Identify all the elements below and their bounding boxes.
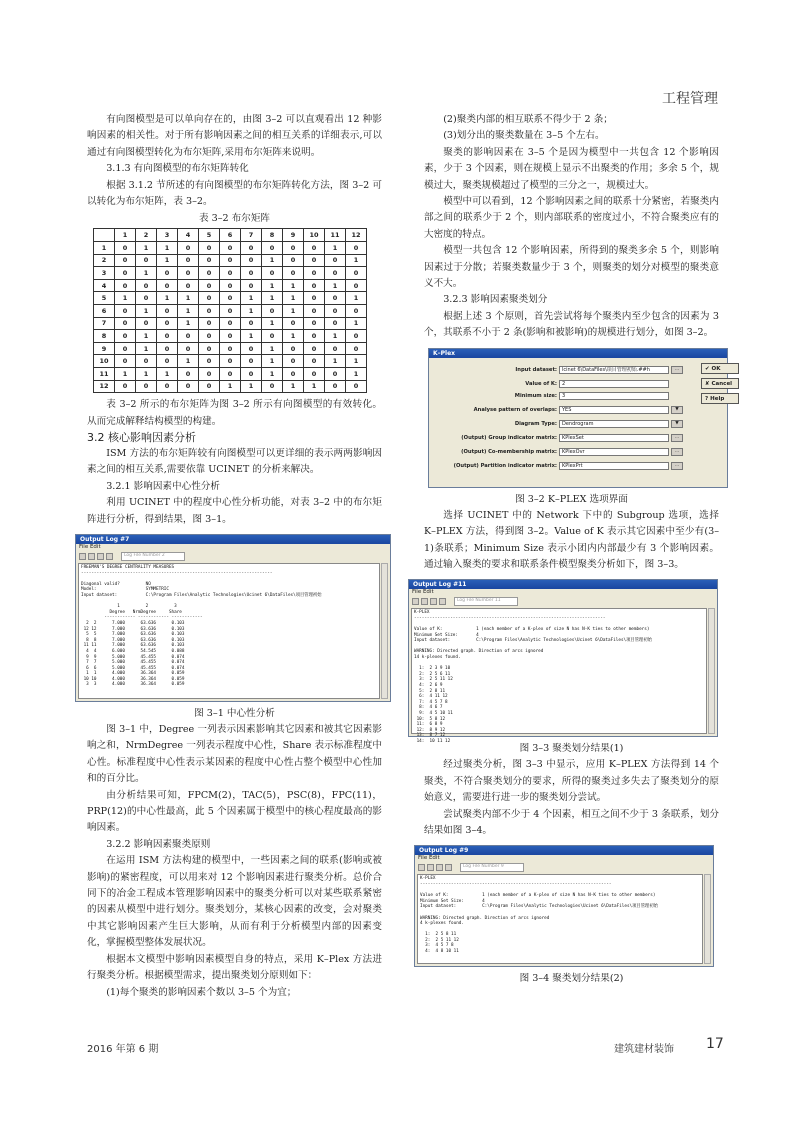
paragraph: 由分析结果可知，FPCM(2)，TAC(5)，PSC(8)，FPC(11)，PRP(12)的中心性最高，此 5 个因素属于模型中的核心程度最高的影响因素。	[87, 789, 382, 834]
column-header: 1	[115, 229, 136, 242]
table-cell: 1	[283, 380, 304, 393]
column-header: 7	[241, 229, 262, 242]
table-cell: 0	[241, 317, 262, 330]
table-cell: 0	[346, 279, 367, 292]
table-cell: 1	[178, 292, 199, 305]
table-row	[94, 267, 367, 280]
table-cell: 0	[136, 317, 157, 330]
table-row	[94, 317, 367, 330]
table-cell: 1	[157, 242, 178, 255]
figure-3-4-window	[414, 845, 714, 967]
table-cell: 1	[157, 254, 178, 267]
table-cell: 0	[262, 305, 283, 318]
table-caption: 表 3–2 布尔矩阵	[198, 213, 271, 225]
figure-3-1-window	[75, 534, 391, 702]
table-cell: 0	[220, 242, 241, 255]
column-header: 9	[283, 229, 304, 242]
table-cell: 1	[262, 317, 283, 330]
table-cell: 0	[304, 254, 325, 267]
table-cell: 1	[283, 279, 304, 292]
table-cell: 0	[157, 279, 178, 292]
column-header: 6	[220, 229, 241, 242]
field-label: Value of K:	[525, 380, 557, 387]
table-cell: 1	[262, 342, 283, 355]
table-cell: 1	[325, 279, 346, 292]
table-cell: 0	[220, 317, 241, 330]
field-input[interactable]: KPlexSet	[559, 434, 669, 442]
table-cell: 0	[220, 367, 241, 380]
figure-3-2-kplex-dialog	[428, 348, 733, 488]
column-header: 2	[136, 229, 157, 242]
open-icon[interactable]	[79, 553, 86, 560]
table-cell: 0	[304, 242, 325, 255]
table-cell: 1	[115, 367, 136, 380]
open-icon[interactable]	[412, 598, 419, 605]
field-input[interactable]: Dendrogram	[559, 420, 669, 428]
table-cell: 1	[262, 254, 283, 267]
open-icon[interactable]	[418, 864, 425, 871]
menu-bar[interactable]: File Edit	[418, 855, 440, 862]
form-row	[429, 391, 729, 401]
table-cell: 0	[115, 267, 136, 280]
table-cell: 0	[157, 317, 178, 330]
table-cell: 0	[115, 380, 136, 393]
table-cell: 0	[115, 242, 136, 255]
table-cell: 0	[220, 355, 241, 368]
scrollbar[interactable]	[381, 563, 388, 699]
table-row	[94, 279, 367, 292]
table-header-row	[94, 229, 367, 242]
table-cell: 0	[199, 279, 220, 292]
field-input[interactable]: lcinet 6\DataFiles\项目管理初始.##h	[559, 366, 669, 374]
table-cell: 0	[199, 305, 220, 318]
table-cell: 1	[346, 317, 367, 330]
table-cell: 0	[304, 279, 325, 292]
form-row	[429, 365, 729, 375]
chevron-down-icon[interactable]: ▼	[671, 406, 683, 414]
paragraph: 模型一共包含 12 个影响因素，所得到的聚类多余 5 个，则影响因素过于分散；若聚类数量少于 3 个，则聚类的划分对模型的聚类意义不大。	[424, 245, 719, 290]
row-header: 11	[94, 367, 115, 380]
form-row	[429, 405, 729, 415]
table-cell: 1	[262, 292, 283, 305]
log-output: K-PLEX -------------------------------------------------------------------------- Value of K: 1 (each member of a K-plex of size N has N-K ties to other members) Minimum Set Size: 4 Input dataset: C:\Program Files\Analytic Technologies\Ucinet 6\DataFiles\项目管理初始 WARNING: Directed graph. Direction of arcs ignored 14 k-plexes found. 1: 2 3 9 10 2: 2 5 6 11 3: 2 5 11 12 4: 2 6 9 5: 2 8 11 6: 4 11 12 7: 4 5 7 8 8: 4 6 7 9: 4 5 10 11 10: 5 8 12 11: 6 8 9 12: 8 9 12 13: 8 7 12 14: 10 11 12	[411, 608, 707, 734]
menu-bar[interactable]: File Edit	[412, 589, 434, 596]
table-cell: 0	[115, 342, 136, 355]
table-cell: 0	[178, 330, 199, 343]
row-header: 12	[94, 380, 115, 393]
row-header: 4	[94, 279, 115, 292]
footer-page-number: 17	[706, 1036, 724, 1052]
table-row	[94, 242, 367, 255]
row-header: 9	[94, 342, 115, 355]
paragraph: 选择 UCINET 中的 Network 下中的 Subgroup 选项，选择 K–PLEX 方法，得到图 3–2。Value of K 表示其它因素中至少有(3–1)条联系；Minimum Size 表示小团内内部最少有 3 个影响因素。通过输入聚类的要求和联系条件模型聚类分析如下，图 3–3。	[424, 509, 719, 570]
save-icon[interactable]	[421, 598, 428, 605]
table-cell: 0	[115, 355, 136, 368]
table-cell: 0	[220, 305, 241, 318]
subsection-heading: 3.2.1 影响因素中心性分析	[106, 480, 220, 492]
table-cell: 0	[241, 355, 262, 368]
table-cell: 1	[241, 380, 262, 393]
table-cell: 0	[325, 305, 346, 318]
paragraph: 根据 3.1.2 节所述的有向图模型的布尔矩阵转化方法，图 3–2 可以转化为布尔矩阵，表 3–2。	[87, 179, 382, 208]
table-cell: 0	[262, 330, 283, 343]
table-cell: 0	[325, 317, 346, 330]
form-row	[429, 461, 729, 471]
table-cell: 0	[220, 342, 241, 355]
log-output: FREEMAN'S DEGREE CENTRALITY MEASURES -------------------------------------------------------------------------- Diagonal valid? NO Model: SYMMETRIC Input dataset: C:\Program Files\Analytic Technologies\Ucinet 6\DataFiles\项目管理初始 1 2 3 Degree NrmDegree Share ------------ ------------ ------------ 2 2 7.000 63.636 0.103 12 12 7.000 63.636 0.103 5 5 7.000 63.636 0.103 8 8 7.000 63.636 0.103 11 11 7.000 63.636 0.103 4 4 6.000 54.545 0.088 9 9 5.000 45.455 0.074 7 7 5.000 45.455 0.074 6 6 5.000 45.455 0.074 1 1 4.000 36.364 0.059 10 10 4.000 36.364 0.059 3 3 4.000 36.364 0.059	[78, 563, 380, 699]
print-icon[interactable]	[97, 553, 104, 560]
field-label: (Output) Co-membership matrix:	[461, 448, 557, 455]
table-cell: 1	[136, 305, 157, 318]
table-cell: 0	[241, 254, 262, 267]
table-cell: 0	[115, 330, 136, 343]
table-cell: 0	[241, 367, 262, 380]
help-button[interactable]: ? Help	[701, 393, 739, 404]
toolbar	[415, 862, 713, 872]
section-heading: 3.2 核心影响因素分析	[87, 430, 196, 444]
figure-3-3-window	[408, 579, 718, 744]
table-cell: 0	[199, 330, 220, 343]
copy-icon[interactable]	[439, 598, 446, 605]
table-cell: 0	[283, 242, 304, 255]
paragraph: 根据本文模型中影响因素模型自身的特点，采用 K–Plex 方法进行聚类分析。根据模型需求，提出聚类划分原则如下：	[87, 953, 382, 982]
chevron-down-icon[interactable]: ▼	[671, 420, 683, 428]
table-cell: 0	[241, 342, 262, 355]
browse-icon[interactable]: …	[671, 366, 683, 374]
table-cell: 0	[178, 342, 199, 355]
table-cell: 0	[178, 279, 199, 292]
table-cell: 0	[325, 342, 346, 355]
save-icon[interactable]	[88, 553, 95, 560]
table-cell: 0	[283, 254, 304, 267]
table-row	[94, 254, 367, 267]
table-cell: 0	[241, 267, 262, 280]
table-cell: 0	[304, 342, 325, 355]
table-cell: 0	[241, 242, 262, 255]
paragraph: 根据上述 3 个原则，首先尝试将每个聚类内至少包含的因素为 3 个，其联系不小于 2 条(影响和被影响)的规模进行划分，如图 3–2。	[424, 310, 719, 339]
table-row	[94, 342, 367, 355]
subsection-heading: 3.2.2 影响因素聚类原则	[106, 838, 211, 850]
scrollbar[interactable]	[708, 608, 715, 734]
print-icon[interactable]	[436, 864, 443, 871]
table-cell: 1	[241, 305, 262, 318]
table-row	[94, 380, 367, 393]
log-name-field[interactable]: Log File Number 9	[460, 863, 524, 872]
table-cell: 1	[178, 355, 199, 368]
table-cell: 0	[325, 254, 346, 267]
table-cell: 0	[346, 380, 367, 393]
table-cell: 0	[346, 342, 367, 355]
table-cell: 0	[325, 292, 346, 305]
figure-caption: 图 3–2 K–PLEX 选项界面	[515, 493, 628, 505]
paragraph: 利用 UCINET 中的程度中心性分析功能，对表 3–2 中的布尔矩阵进行分析，得到结果，图 3–1。	[87, 497, 382, 525]
row-header: 8	[94, 330, 115, 343]
scrollbar[interactable]	[704, 874, 711, 964]
footer-issue: 2016 年第 6 期	[87, 1044, 159, 1055]
table-cell: 0	[199, 367, 220, 380]
table-cell: 0	[178, 367, 199, 380]
table-cell: 1	[346, 355, 367, 368]
table-cell: 0	[157, 305, 178, 318]
table-cell: 0	[262, 242, 283, 255]
table-cell: 0	[136, 380, 157, 393]
log-name-field[interactable]: Log File Number 2	[121, 552, 185, 561]
table-cell: 0	[220, 267, 241, 280]
form-row	[429, 433, 729, 443]
table-cell: 0	[115, 317, 136, 330]
table-cell: 0	[283, 342, 304, 355]
table-row	[94, 305, 367, 318]
row-header: 7	[94, 317, 115, 330]
table-cell: 1	[346, 292, 367, 305]
table-cell: 0	[115, 279, 136, 292]
table-cell: 0	[304, 330, 325, 343]
table-cell: 0	[241, 279, 262, 292]
table-cell: 1	[283, 305, 304, 318]
paragraph: 尝试聚类内部不少于 4 个因素，相互之间不少于 3 条联系，划分结果如图 3–4。	[424, 808, 719, 836]
table-cell: 1	[178, 305, 199, 318]
window-title: Output Log #7	[76, 535, 390, 544]
left-column	[79, 112, 382, 1001]
field-label: (Output) Partition indicator matrix:	[453, 462, 557, 469]
table-cell: 0	[304, 317, 325, 330]
table-cell: 1	[136, 342, 157, 355]
paragraph: 模型中可以看到，12 个影响因素之间的联系十分紧密，若聚类内部之间的联系少于 2 个，则内部联系的密度过小，不符合聚类应有的大密度的特点。	[424, 196, 719, 240]
table-cell: 0	[136, 292, 157, 305]
table-cell: 1	[157, 367, 178, 380]
right-column	[412, 112, 733, 987]
table-cell: 0	[346, 305, 367, 318]
table-row	[94, 292, 367, 305]
figure-caption: 图 3–4 聚类划分结果(2)	[519, 973, 624, 985]
table-cell: 0	[262, 380, 283, 393]
paragraph: (3)划分出的聚类数量在 3–5 个左右。	[443, 130, 605, 142]
table-cell: 0	[157, 330, 178, 343]
row-header: 1	[94, 242, 115, 255]
table-cell: 1	[325, 242, 346, 255]
field-label: Minimum size:	[514, 392, 557, 399]
table-cell: 0	[304, 305, 325, 318]
table-cell: 0	[283, 267, 304, 280]
paragraph: (2)聚类内部的相互联系不得少于 2 条；	[443, 114, 613, 125]
form-row	[429, 379, 729, 389]
table-cell: 0	[199, 342, 220, 355]
field-label: Input dataset:	[515, 366, 557, 373]
table-cell: 0	[325, 267, 346, 280]
table-cell: 1	[262, 355, 283, 368]
table-cell: 0	[346, 267, 367, 280]
form-row	[429, 447, 729, 457]
column-header: 8	[262, 229, 283, 242]
table-cell: 1	[178, 317, 199, 330]
table-cell: 0	[199, 267, 220, 280]
figure-caption: 图 3–1 中心性分析	[194, 708, 275, 719]
paragraph: 聚类的影响因素在 3–5 个是因为模型中一共包含 12 个影响因素，少于 3 个因素，则在规模上显示不出聚类的作用；多余 5 个，规模过大，聚类规模超过了模型的三分之一，规模过大。	[424, 146, 719, 191]
paragraph: 有向图模型是可以单向存在的，由图 3–2 可以直观看出 12 种影响因素的相关性。对于所有影响因素之间的相互关系的详细表示,可以通过有向图模型转化为布尔矩阵,采用布尔矩阵来说明。	[87, 114, 382, 158]
field-label: Diagram Type:	[514, 420, 557, 427]
toolbar	[409, 596, 717, 606]
table-cell: 1	[157, 292, 178, 305]
table-cell: 0	[346, 330, 367, 343]
table-cell: 0	[346, 242, 367, 255]
table-cell: 1	[115, 292, 136, 305]
column-header: 5	[199, 229, 220, 242]
table-cell: 0	[136, 254, 157, 267]
window-title: K–Plex	[429, 349, 727, 358]
browse-icon[interactable]: …	[671, 448, 683, 456]
toolbar	[76, 551, 390, 561]
table-cell: 1	[220, 380, 241, 393]
table-cell: 1	[136, 367, 157, 380]
kplex-form	[429, 361, 733, 486]
table-cell: 0	[115, 305, 136, 318]
field-input[interactable]: 3	[559, 392, 669, 400]
cancel-button[interactable]: ✘ Cancel	[701, 378, 739, 389]
row-header: 5	[94, 292, 115, 305]
table-cell: 0	[262, 267, 283, 280]
table-cell: 1	[346, 367, 367, 380]
table-cell: 0	[178, 242, 199, 255]
field-input[interactable]: KPlexPrt	[559, 462, 669, 470]
table-cell: 0	[199, 292, 220, 305]
field-input[interactable]: KPlexOvr	[559, 448, 669, 456]
table-cell: 1	[136, 242, 157, 255]
table-cell: 0	[220, 330, 241, 343]
table-cell: 0	[220, 254, 241, 267]
ok-button[interactable]: ✔ OK	[701, 363, 739, 374]
table-cell: 1	[304, 380, 325, 393]
table-cell: 1	[241, 330, 262, 343]
table-cell: 0	[304, 367, 325, 380]
table-cell: 0	[136, 355, 157, 368]
table-cell: 0	[304, 355, 325, 368]
table-cell: 0	[304, 292, 325, 305]
boolean-matrix-table	[93, 228, 367, 393]
paragraph: ISM 方法的布尔矩阵较有向图模型可以更详细的表示两两影响因素之间的相互关系,需要依靠 UCINET 的分析来解决。	[87, 447, 382, 476]
paragraph: 经过聚类分析，图 3–3 中显示，应用 K–PLEX 方法得到 14 个聚类，不符合聚类划分的要求，所得的聚类过多失去了聚类划分的原始意义，需要进行进一步的聚类划分尝试。	[424, 759, 719, 804]
window-title: Output Log #11	[409, 580, 717, 589]
paragraph: 在运用 ISM 方法构建的模型中，一些因素之间的联系(影响或被影响)的紧密程度，可以用来对 12 个影响因素进行聚类分析。总价合同下的冶金工程成本管理影响因素中的聚类分析可以对某些联系紧密的因素从模型中进行划分。聚类划分，某核心因素的改变，会对聚类中其它影响因素产生巨大影响，从而有利于分析模型内部的因素变化，掌握模型整体发展状况。	[87, 855, 382, 949]
table-row	[94, 355, 367, 368]
copy-icon[interactable]	[106, 553, 113, 560]
figure-caption: 图 3–3 聚类划分结果(1)	[519, 743, 624, 755]
form-row	[429, 419, 729, 429]
table-cell: 0	[199, 380, 220, 393]
copy-icon[interactable]	[445, 864, 452, 871]
column-header: 3	[157, 229, 178, 242]
subsection-heading: 3.2.3 影响因素聚类划分	[443, 294, 548, 306]
table-cell: 0	[283, 367, 304, 380]
column-header: 4	[178, 229, 199, 242]
field-label: (Output) Group indicator matrix:	[461, 434, 557, 441]
field-input[interactable]: YES	[559, 406, 669, 414]
table-cell: 0	[304, 267, 325, 280]
paragraph: 表 3–2 所示的布尔矩阵为图 3–2 所示有向图模型的有效转化。从而完成解释结构模型的构建。	[87, 399, 382, 427]
column-header: 12	[346, 229, 367, 242]
save-icon[interactable]	[427, 864, 434, 871]
row-header: 6	[94, 305, 115, 318]
table-cell: 1	[136, 267, 157, 280]
table-cell: 0	[325, 380, 346, 393]
table-cell: 1	[262, 279, 283, 292]
row-header: 2	[94, 254, 115, 267]
table-cell: 0	[199, 355, 220, 368]
table-cell: 0	[115, 254, 136, 267]
section-header: 工程管理	[662, 91, 718, 107]
table-cell: 0	[199, 242, 220, 255]
table-cell: 0	[157, 380, 178, 393]
table-cell: 1	[241, 292, 262, 305]
table-cell: 0	[283, 317, 304, 330]
table-cell: 1	[283, 292, 304, 305]
table-cell: 0	[136, 279, 157, 292]
table-cell: 1	[325, 355, 346, 368]
table-cell: 0	[178, 380, 199, 393]
column-header: 11	[325, 229, 346, 242]
table-cell: 1	[346, 254, 367, 267]
browse-icon[interactable]: …	[671, 434, 683, 442]
table-row	[94, 367, 367, 380]
field-label: Analyse pattern of overlaps:	[473, 406, 557, 413]
menu-bar[interactable]: File Edit	[79, 544, 101, 550]
window-title: Output Log #9	[415, 846, 713, 855]
browse-icon[interactable]: …	[671, 462, 683, 470]
table-cell: 1	[325, 330, 346, 343]
paragraph: 图 3–1 中，Degree 一列表示因素影响其它因素和被其它因素影响之和，NrmDegree 一列表示程度中心性，Share 表示标准程度中心性。标准程度中心性表示某因素的程度中心性占整个模型中心性加和的百分比。	[87, 724, 382, 785]
row-header: 10	[94, 355, 115, 368]
table-row	[94, 330, 367, 343]
table-cell: 0	[325, 367, 346, 380]
table-cell: 0	[178, 254, 199, 267]
table-cell: 0	[157, 342, 178, 355]
table-cell: 1	[136, 330, 157, 343]
log-output: K-PLEX -------------------------------------------------------------------------- Value of K: 1 (each member of a K-plex of size N has N-K ties to other members) Minimum Set Size: 4 Input dataset: C:\Program Files\Analytic Technologies\Ucinet 6\DataFiles\项目管理初始 WARNING: Directed graph. Direction of arcs ignored 4 k-plexes found. 1: 2 5 8 11 2: 2 5 11 12 3: 4 5 7 8 4: 4 8 10 11	[417, 874, 703, 964]
footer-journal: 建筑建材装饰	[614, 1044, 674, 1055]
log-name-field[interactable]: Log File Number 11	[454, 597, 518, 606]
table-cell: 0	[220, 292, 241, 305]
table-cell: 0	[157, 355, 178, 368]
table-cell: 1	[262, 367, 283, 380]
field-input[interactable]: 2	[559, 380, 669, 388]
print-icon[interactable]	[430, 598, 437, 605]
table-cell: 1	[283, 330, 304, 343]
table-cell: 0	[283, 355, 304, 368]
paragraph: (1)每个聚类的影响因素个数以 3–5 个为宜；	[106, 986, 297, 998]
column-header: 10	[304, 229, 325, 242]
subsection-heading: 3.1.3 有向图模型的布尔矩阵转化	[106, 163, 249, 175]
table-cell: 0	[199, 254, 220, 267]
table-cell: 0	[199, 317, 220, 330]
table-cell: 0	[220, 279, 241, 292]
row-header: 3	[94, 267, 115, 280]
table-cell: 0	[178, 267, 199, 280]
table-cell: 0	[157, 267, 178, 280]
